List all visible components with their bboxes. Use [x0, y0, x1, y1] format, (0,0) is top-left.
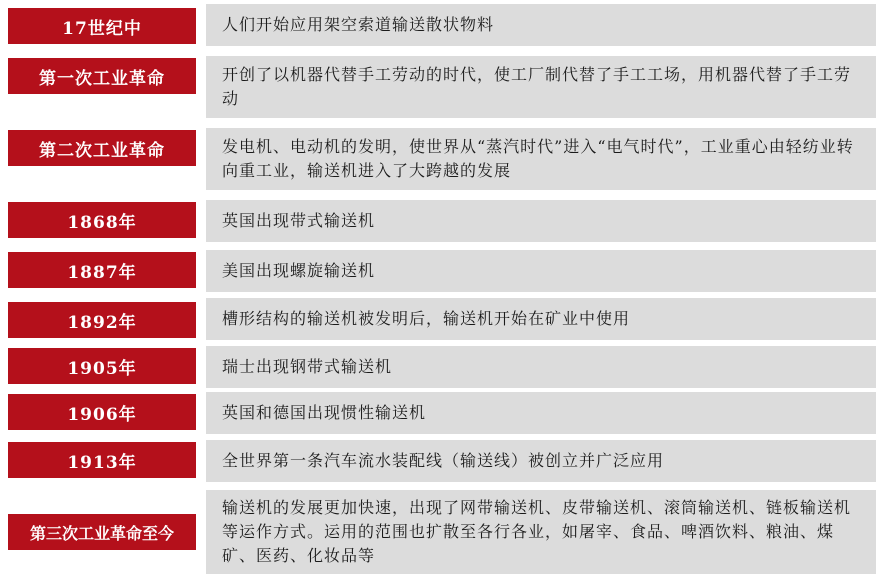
timeline-period-label: 1892年 — [8, 302, 196, 338]
timeline-event-description — [206, 346, 876, 388]
timeline-event-text: 开创了以机器代替手工劳动的时代，使工厂制代替了手工工场，用机器代替了手工劳动 — [222, 65, 852, 108]
timeline-period-label: 1905年 — [8, 348, 196, 384]
timeline-event-text: 英国和德国出现惯性输送机 — [222, 403, 427, 422]
timeline-event-description — [206, 298, 876, 340]
timeline-event-text: 发电机、电动机的发明，使世界从“蒸汽时代”进入“电气时代”，工业重心由轻纺业转向重工业，输送机进入了大跨越的发展 — [222, 137, 854, 180]
timeline-event-description — [206, 4, 876, 46]
timeline-event-text: 输送机的发展更加快速，出现了网带输送机、皮带输送机、滚筒输送机、链板输送机等运作方式。运用的范围也扩散至各行各业，如屠宰、食品、啤酒饮料、粮油、煤矿、医药、化妆品等 — [222, 498, 852, 565]
timeline-event-text: 人们开始应用架空索道输送散状物料 — [222, 15, 495, 34]
timeline-event-description — [206, 440, 876, 482]
timeline-event-text: 美国出现螺旋输送机 — [222, 261, 376, 280]
timeline-event-description — [206, 250, 876, 292]
timeline-period-label: 第一次工业革命 — [8, 58, 196, 94]
timeline-event-description — [206, 200, 876, 242]
timeline-period-label: 1868年 — [8, 202, 196, 238]
timeline-event-text: 槽形结构的输送机被发明后，输送机开始在矿业中使用 — [222, 309, 631, 328]
timeline-event-description — [206, 128, 876, 190]
timeline-event-text: 全世界第一条汽车流水装配线（输送线）被创立并广泛应用 — [222, 451, 665, 470]
timeline-period-label: 第三次工业革命至今 — [8, 514, 196, 550]
timeline-period-label: 17世纪中 — [8, 8, 196, 44]
timeline-period-label: 1913年 — [8, 442, 196, 478]
timeline-event-description — [206, 56, 876, 118]
timeline-period-label: 1887年 — [8, 252, 196, 288]
timeline-period-label: 1906年 — [8, 394, 196, 430]
timeline-event-text: 瑞士出现钢带式输送机 — [222, 357, 393, 376]
timeline-period-label: 第二次工业革命 — [8, 130, 196, 166]
timeline-event-text: 英国出现带式输送机 — [222, 211, 376, 230]
timeline-event-description — [206, 490, 876, 574]
timeline-event-description — [206, 392, 876, 434]
